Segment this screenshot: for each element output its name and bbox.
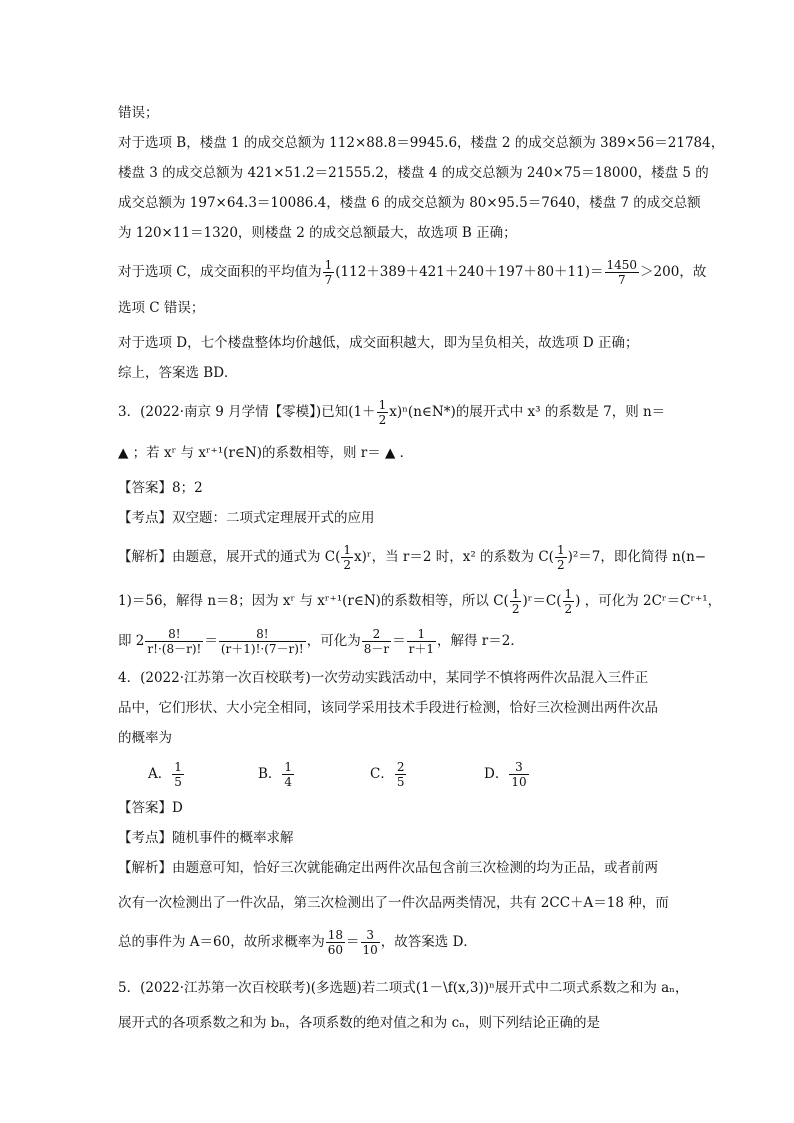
fraction: $\frac{1450}{7}$	[606, 258, 638, 287]
fraction: $\frac{1}{7}$	[324, 258, 333, 287]
analysis-line: 1)＝56，解得 n＝8；因为 xʳ 与 xʳ⁺¹(r∈N)的系数相等，所以 C( $\frac{1}{2}$ )ʳ＝C( $\frac{1}{2}$ ) ，可化为 2Cʳ＝Cʳ⁺¹，	[118, 587, 722, 616]
fraction: $\frac{1}{2}$	[343, 543, 352, 572]
text-line-average: 对于选项 C，成交面积的平均值为 $\frac{1}{7}$ (112＋389＋421＋240＋197＋80＋11)＝ $\frac{1450}{7}$ ＞200，故	[118, 258, 707, 287]
text-line: 综上，答案选 BD．	[118, 365, 238, 381]
fraction: $\frac{1}{r+1}$	[408, 627, 435, 656]
fraction: $\frac{1}{2}$	[556, 543, 565, 572]
analysis-line: 总的事件为 A＝60，故所求概率为 $\frac{18}{60}$ ＝ $\frac{3}{10}$ ，故答案选 D．	[118, 928, 477, 957]
question-4-stem: 4．(2022·江苏第一次百校联考)一次劳动实践活动中，某同学不慎将两件次品混入三件正	[118, 670, 649, 686]
question-4-stem: 品中，它们形状、大小完全相同，该同学采用技术手段进行检测，恰好三次检测出两件次品	[118, 700, 658, 716]
option-d: D． $\frac{3}{10}$	[484, 760, 527, 789]
fraction: $\frac{18}{60}$	[327, 928, 343, 957]
topic-label: 【考点】双空题：二项式定理展开式的应用	[118, 510, 375, 526]
fraction: $\frac{3}{10}$	[362, 928, 378, 957]
answer-label: 【答案】D	[118, 800, 183, 816]
text-line: 楼盘 3 的成交总额为 421×51.2＝21555.2，楼盘 4 的成交总额为 240×75＝18000，楼盘 5 的	[118, 165, 709, 181]
question-5-stem: 5．(2022·江苏第一次百校联考)(多选题)若二项式(1－\f(x,3))ⁿ展开式中二项式系数之和为 aₙ，	[118, 980, 689, 996]
text-line: 成交总额为 197×64.3＝10086.4，楼盘 6 的成交总额为 80×95.5＝7640，楼盘 7 的成交总额	[118, 195, 701, 211]
option-b: B． $\frac{1}{4}$	[258, 760, 293, 789]
analysis-line: 即 2 $\frac{8!}{r!\cdot(8-r)!}$ ＝ $\frac{8!}{(r+1)!\cdot(7-r)!}$ ，可化为 $\frac{2}{8-r}$ ＝ $\frac{1}{r+1}$ ，解得 r＝2．	[118, 627, 524, 656]
fraction: $\frac{1}{2}$	[378, 398, 387, 427]
question-5-stem: 展开式的各项系数之和为 bₙ，各项系数的绝对值之和为 cₙ，则下列结论正确的是	[118, 1015, 600, 1031]
analysis-line: 【解析】由题意，展开式的通式为 C( $\frac{1}{2}$ x)ʳ，当 r＝2 时，x² 的系数为 C( $\frac{1}{2}$ )²＝7，即化简得 n(n−	[118, 543, 707, 572]
option-c: C． $\frac{2}{5}$	[370, 760, 405, 789]
fraction: $\frac{1}{2}$	[511, 587, 520, 616]
analysis-line: 次有一次检测出了一件次品，第三次检测出了一件次品两类情况，共有 2CC＋A＝18 种，而	[118, 895, 669, 911]
text-line: 为 120×11＝1320，则楼盘 2 的成交总额最大，故选项 B 正确；	[118, 225, 517, 241]
text-line: 对于选项 B，楼盘 1 的成交总额为 112×88.8＝9945.6，楼盘 2 的成交总额为 389×56＝21784，	[118, 135, 725, 151]
fraction: $\frac{8!}{r!\cdot(8-r)!}$	[147, 627, 202, 656]
topic-label: 【考点】随机事件的概率求解	[118, 830, 294, 846]
question-4-stem: 的概率为	[118, 730, 172, 746]
analysis-line: 【解析】由题意可知，恰好三次就能确定出两件次品包含前三次检测的均为正品，或者前两	[118, 860, 658, 876]
question-3-blanks: ▲ ；若 xʳ 与 xʳ⁺¹(r∈N)的系数相等，则 r＝ ▲ ．	[118, 445, 414, 461]
text-line: 选项 C 错误；	[118, 300, 205, 316]
option-a: A． $\frac{1}{5}$	[148, 760, 182, 789]
text-line: 对于选项 D，七个楼盘整体均价越低，成交面积越大，即为呈负相关，故选项 D 正确；	[118, 335, 639, 351]
question-3-stem: 3．(2022·南京 9 月学情【零模】)已知(1＋ $\frac{1}{2}$ x)ⁿ(n∈N*)的展开式中 x³ 的系数是 7，则 n＝	[118, 398, 666, 427]
fraction: $\frac{2}{8-r}$	[363, 627, 390, 656]
answer-label: 【答案】8；2	[118, 480, 203, 496]
fraction: $\frac{1}{2}$	[564, 587, 573, 616]
text-line: 错误；	[118, 105, 159, 121]
fraction: $\frac{8!}{(r+1)!\cdot(7-r)!}$	[220, 627, 304, 656]
